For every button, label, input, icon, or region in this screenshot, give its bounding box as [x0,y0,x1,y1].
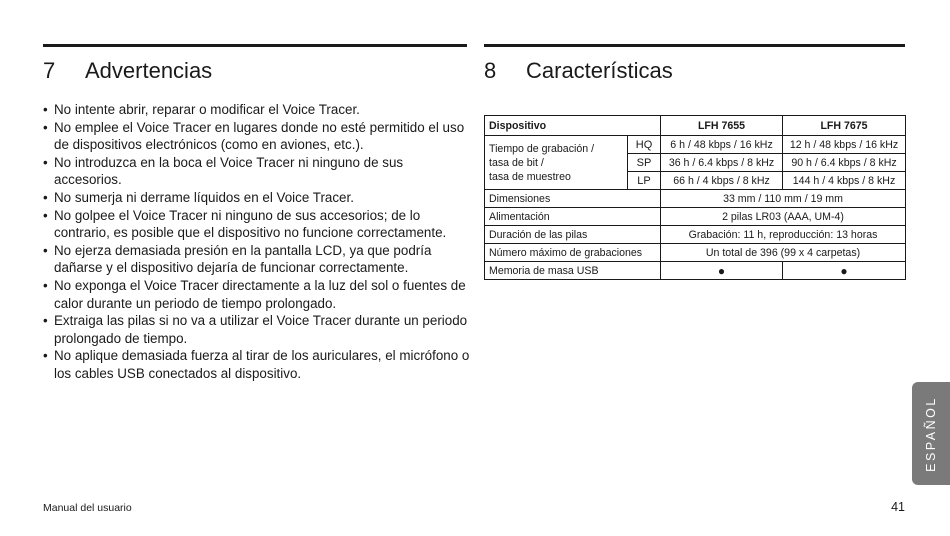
table-row [485,244,906,262]
row-label: Alimentación [485,208,661,226]
list-item: • No exponga el Voice Tracer directamente a la luz del sol o fuentes de calor durante un periodo de tiempo prolongado. [43,277,471,312]
table-row [485,136,906,154]
table-header-row [485,116,906,136]
row-label: Duración de las pilas [485,226,661,244]
left-header-rule [43,44,467,47]
page-number: 41 [891,500,905,514]
recording-label-line: tasa de muestreo [489,170,571,183]
row-label: Dimensiones [485,190,661,208]
list-item: • No introduzca en la boca el Voice Tracer ni ninguno de sus accesorios. [43,154,471,189]
header-model-lfh7675: LFH 7675 [783,116,906,136]
table-cell: 90 h / 6.4 kbps / 8 kHz [783,154,906,172]
list-item: • No golpee el Voice Tracer ni ninguno de sus accesorios; de lo contrario, es posible que el dispositivo no funcione correctamente. [43,207,471,242]
row-value: Un total de 396 (99 x 4 carpetas) [661,244,906,262]
row-value: 2 pilas LR03 (AAA, UM-4) [661,208,906,226]
language-side-tab [912,382,950,485]
list-item: • Extraiga las pilas si no va a utilizar el Voice Tracer durante un periodo prolongado de tiempo. [43,312,471,347]
recording-label-cell [485,136,628,190]
row-value: 33 mm / 110 mm / 19 mm [661,190,906,208]
mode-cell: LP [628,172,661,190]
usb-support-dot-lfh7675: ● [783,262,906,280]
table-row [485,226,906,244]
list-item: • No sumerja ni derrame líquidos en el Voice Tracer. [43,189,471,207]
section-number: 8 [484,58,497,83]
specifications-table [484,115,906,280]
footer-manual-title: Manual del usuario [43,502,132,514]
row-label: Número máximo de grabaciones [485,244,661,262]
mode-cell: SP [628,154,661,172]
table-row [485,190,906,208]
section-heading-advertencias [43,58,212,84]
recording-label-line: Tiempo de grabación / [489,142,595,155]
section-heading-caracteristicas [484,58,673,84]
table-row [485,262,906,280]
table-cell: 66 h / 4 kbps / 8 kHz [661,172,783,190]
warnings-list [43,101,471,383]
list-item: • No aplique demasiada fuerza al tirar de los auriculares, el micrófono o los cables USB conectados al dispositivo. [43,347,471,382]
row-label: Memoria de masa USB [485,262,661,280]
row-value: Grabación: 11 h, reproducción: 13 horas [661,226,906,244]
right-header-rule [484,44,905,47]
section-number: 7 [43,58,56,83]
list-item: • No intente abrir, reparar o modificar el Voice Tracer. [43,101,471,119]
list-item: • No emplee el Voice Tracer en lugares donde no esté permitido el uso de dispositivos electrónicos (como en aviones, etc.). [43,119,471,154]
table-cell: 36 h / 6.4 kbps / 8 kHz [661,154,783,172]
table-row [485,208,906,226]
section-title: Advertencias [85,58,213,83]
section-title: Características [526,58,673,83]
table-cell: 6 h / 48 kbps / 16 kHz [661,136,783,154]
mode-cell: HQ [628,136,661,154]
language-label: ESPAÑOL [924,395,938,472]
usb-support-dot-lfh7655: ● [661,262,783,280]
recording-label-line: tasa de bit / [489,156,544,169]
table-cell: 144 h / 4 kbps / 8 kHz [783,172,906,190]
header-model-lfh7655: LFH 7655 [661,116,783,136]
header-device-label: Dispositivo [485,116,661,136]
table-cell: 12 h / 48 kbps / 16 kHz [783,136,906,154]
list-item: • No ejerza demasiada presión en la pantalla LCD, ya que podría dañarse y el dispositivo dejaría de funcionar correctamente. [43,242,471,277]
